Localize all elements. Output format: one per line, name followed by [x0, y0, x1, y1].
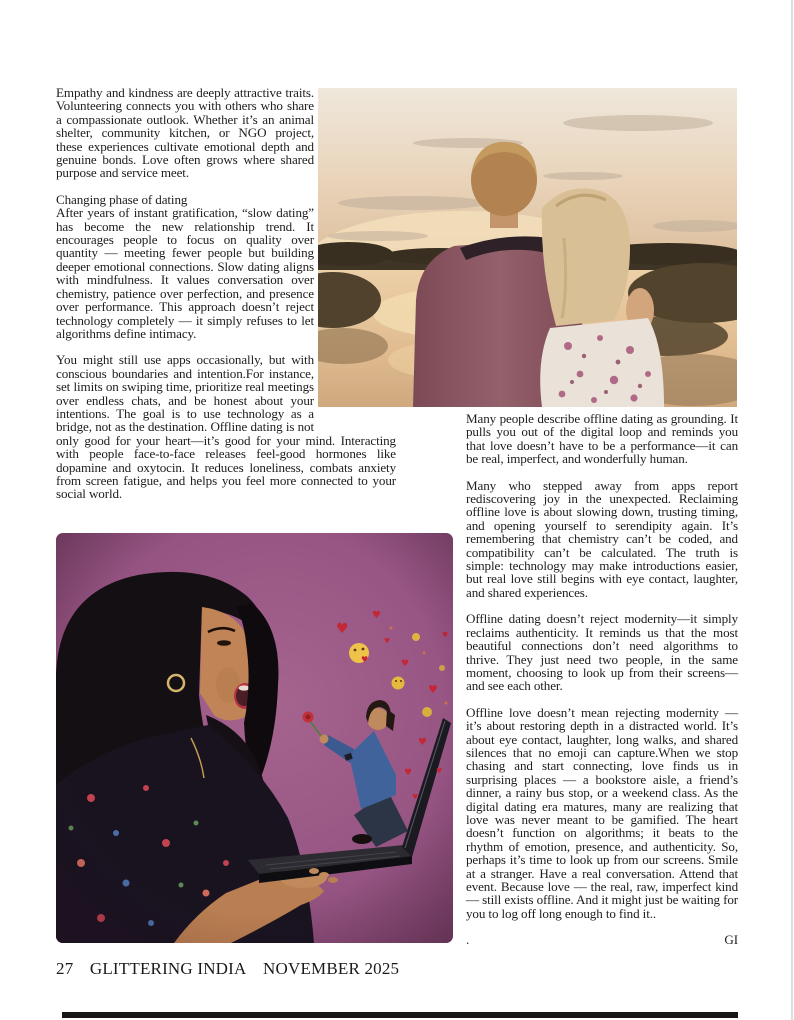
page-number: 27: [56, 959, 74, 978]
body-paragraph: After years of instant gratification, “slow dating” has become the new relationship trend. It encourages people to focus on quality over quantity — meeting fewer people but building deeper emotional connections. Slow dating aligns with mindfulness. It values conversation over chemistry, patience over perfection, and presence over performance. This approach doesn’t reject technology completely — it simply refuses to let algorithms define intimacy.: [56, 205, 314, 341]
woman-laptop-photo: [56, 533, 453, 943]
left-column: [56, 86, 396, 514]
issue-date: NOVEMBER 2025: [263, 959, 400, 978]
right-column: [410, 412, 738, 969]
body-paragraph: You might still use apps occasionally, but with conscious boundaries and intention.For instance, set limits on swiping time, prioritize real meetings over endless chats, and be honest about your intentions. The goal is to use technology as a bridge, not as the destination. Offline dating is not only good for your heart—it’s good for your mind. Interacting with people face-to-face releases feel-good hormones like dopamine and oxytocin. It reduces loneliness, combats anxiety from screen fatigue, and helps you feel more connected to your social world.: [56, 352, 396, 502]
woman-laptop-illustration: [56, 533, 453, 943]
trailing-dot: .: [466, 932, 470, 948]
page-edge-line: [791, 0, 793, 1020]
magazine-title: GLITTERING INDIA: [89, 959, 246, 978]
body-paragraph: Empathy and kindness are deeply attractive traits. Volunteering connects you with others who share a compassionate outlook. Whether it’s an animal shelter, community kitchen, or NGO project, these experiences cultivate emotional depth and genuine bonds. Love often grows where shared purpose and service meet.: [56, 85, 314, 181]
photo-wrap-spacer: [314, 86, 396, 433]
article-signature: GI: [724, 932, 738, 948]
page-footer: [56, 960, 399, 978]
body-paragraph: Many people describe offline dating as grounding. It pulls you out of the digital loop and reminds you that love doesn’t have to be a performance—it can be real, imperfect, and wonderfully human.: [466, 411, 738, 467]
bottom-rule: [62, 1012, 738, 1018]
section-heading: Changing phase of dating: [56, 191, 188, 207]
body-paragraph: Many who stepped away from apps report rediscovering joy in the unexpected. Reclaiming offline love is about slowing down, trusting timing, and opening yourself to serendipity again. It’s remembering that chemistry can’t be coded, and compatibility can’t be calculated. The truth is simple: technology may make introductions easier, but real love still begins with eye contact, laughter, and shared experiences.: [466, 477, 738, 600]
body-paragraph: Offline love doesn’t mean rejecting modernity — it’s about restoring depth in a distracted world. It’s about eye contact, laughter, long walks, and shared silences that no emoji can capture.When we stop chasing and start connecting, love finds us in surprising places — a bookstore aisle, a friend’s dinner, a rainy bus stop, or a weekend class. As the digital dating era matures, many are realizing that love was never meant to be gamified. The heart doesn’t function on algorithms; it beats to the rhythm of emotion, presence, and authenticity. So, perhaps it’s time to look up from our screens. Smile at a stranger. Have a real conversation. Attend that event. Because love — the real, raw, imperfect kind — still exists offline. And it might just be waiting for you to log off long enough to find it..: [466, 704, 738, 921]
photo-wrap-spacer: [410, 524, 466, 969]
body-paragraph: Offline dating doesn’t reject modernity—it simply reclaims authenticity. It reminds us that the most beautiful connections don’t need algorithms to thrive. They just need two people, in the same moment, choosing to look up from their screens—and see each other.: [466, 611, 738, 694]
